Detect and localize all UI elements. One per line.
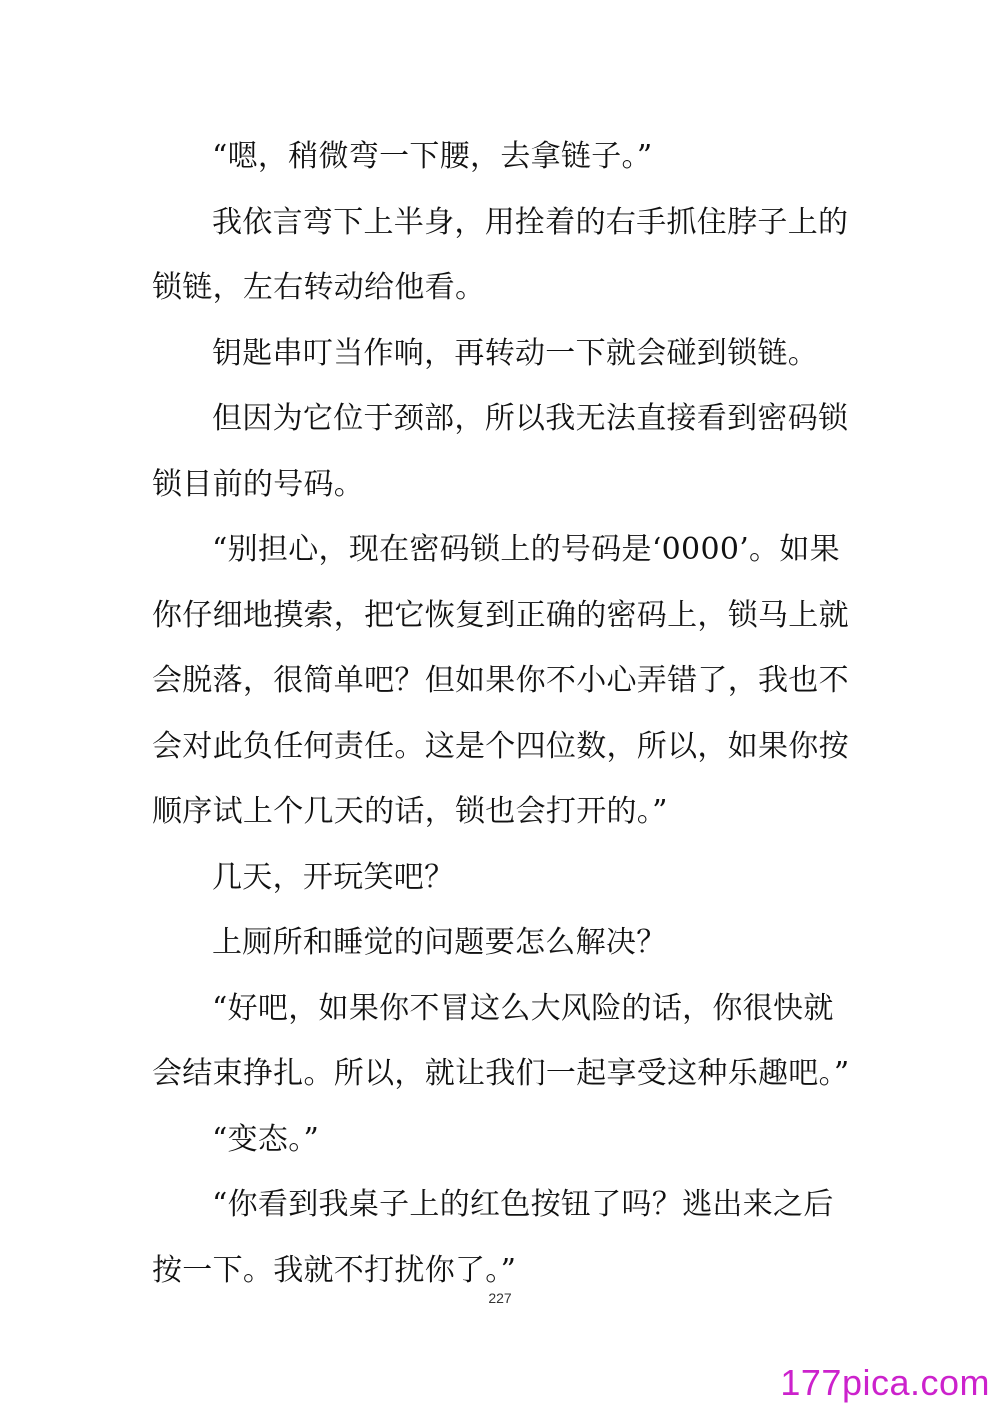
paragraph-9: “变态。”	[212, 1121, 320, 1157]
paragraph-6: 几天，开玩笑吧？	[212, 859, 455, 895]
paragraph-10: “你看到我桌子上的红色按钮了吗？逃出来之后按一下。我就不打扰你了。”	[152, 1187, 834, 1288]
watermark: 177pica.com	[780, 1362, 990, 1403]
body-text	[152, 124, 852, 1303]
paragraph-5: “别担心，现在密码锁上的号码是‘0000’。如果你仔细地摸索，把它恢复到正确的密码上，锁马上就会脱落，很简单吧？但如果你不小心弄错了，我也不会对此负任何责任。这是个四位数，所以，如果你按顺序试上个几天的话，锁也会打开的。”	[152, 532, 849, 829]
paragraph-4: 但因为它位于颈部，所以我无法直接看到密码锁锁目前的号码。	[152, 401, 849, 502]
paragraph-7: 上厕所和睡觉的问题要怎么解决？	[212, 925, 667, 960]
paragraph-3: 钥匙串叮当作响，再转动一下就会碰到锁链。	[212, 335, 818, 371]
paragraph-2: 我依言弯下上半身，用拴着的右手抓住脖子上的锁链，左右转动给他看。	[152, 204, 849, 305]
page-number: 227	[488, 1290, 512, 1306]
paragraph-8: “好吧，如果你不冒这么大风险的话，你很快就会结束挣扎。所以，就让我们一起享受这种乐趣吧。”	[152, 990, 850, 1091]
paragraph-1: “嗯，稍微弯一下腰，去拿链子。”	[212, 139, 653, 174]
